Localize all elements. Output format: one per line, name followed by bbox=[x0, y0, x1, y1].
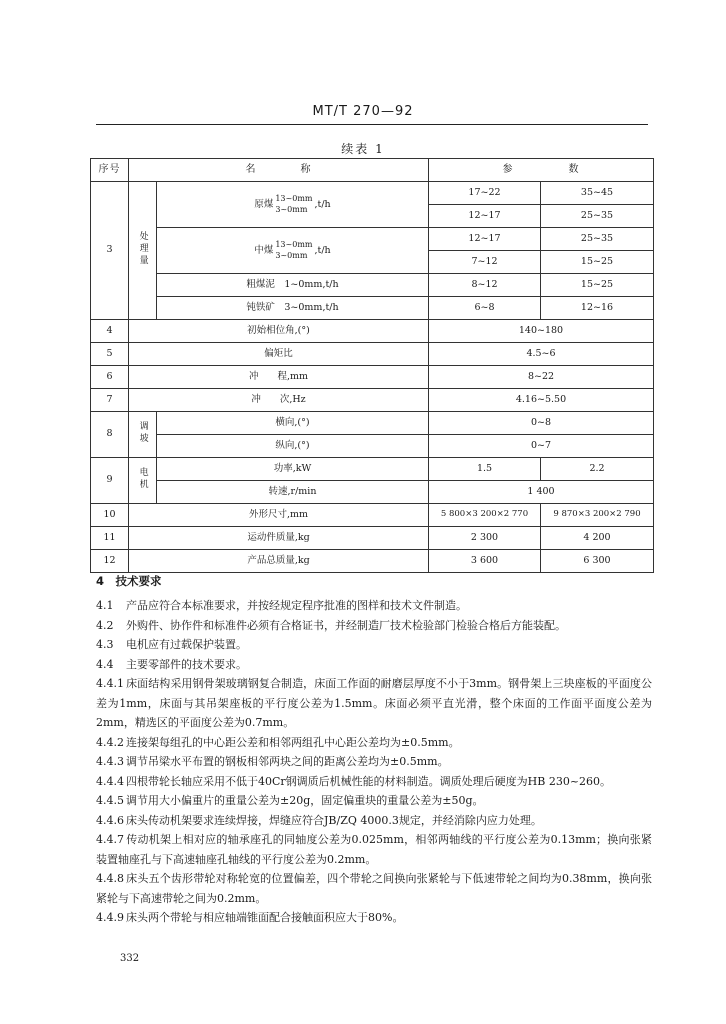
row-label: 运动件质量,kg bbox=[129, 527, 429, 550]
spec-table bbox=[90, 158, 654, 573]
body-text bbox=[96, 596, 652, 928]
table-row bbox=[91, 228, 654, 251]
row-label: 冲 次,Hz bbox=[129, 389, 429, 412]
table-cell: 2 300 bbox=[429, 527, 541, 550]
table-cell: 1 400 bbox=[429, 481, 654, 504]
row-label: 偏矩比 bbox=[129, 343, 429, 366]
row-label: 功率,kW bbox=[157, 458, 429, 481]
row-index: 12 bbox=[91, 550, 129, 573]
header-rule bbox=[96, 124, 648, 125]
table-cell: 1.5 bbox=[429, 458, 541, 481]
table-row bbox=[91, 527, 654, 550]
row-index: 9 bbox=[91, 458, 129, 504]
table-cell: 15~25 bbox=[541, 274, 654, 297]
row-index: 5 bbox=[91, 343, 129, 366]
table-row bbox=[91, 389, 654, 412]
table-cell: 25~35 bbox=[541, 228, 654, 251]
table-cell: 35~45 bbox=[541, 182, 654, 205]
row-index: 3 bbox=[91, 182, 129, 320]
row-label: 产品总质量,kg bbox=[129, 550, 429, 573]
document-header: MT/T 270—92 bbox=[312, 104, 414, 119]
table-row bbox=[91, 435, 654, 458]
table-cell: 6 300 bbox=[541, 550, 654, 573]
table-row bbox=[91, 412, 654, 435]
row-label: 初始相位角,(°) bbox=[129, 320, 429, 343]
col-header-params: 参 数 bbox=[429, 159, 654, 182]
table-cell: 12~17 bbox=[429, 205, 541, 228]
group-label-adjust: 调坡 bbox=[129, 412, 157, 458]
col-header-name: 名 称 bbox=[129, 159, 429, 182]
table-cell: 7~12 bbox=[429, 251, 541, 274]
paragraph: 4.4.2 连接架每组孔的中心距公差和相邻两组孔中心距公差均为±0.5mm。 bbox=[96, 735, 460, 749]
group-label-motor: 电机 bbox=[129, 458, 157, 504]
row-index: 11 bbox=[91, 527, 129, 550]
raw-coal-label: 原煤13~0mm 3~0mm ,t/h bbox=[157, 182, 429, 228]
table-header-row bbox=[91, 159, 654, 182]
row-index: 7 bbox=[91, 389, 129, 412]
paragraph: 4.4.9 床头两个带轮与相应轴端锥面配合接触面积应大于80%。 bbox=[96, 911, 404, 924]
row-index: 4 bbox=[91, 320, 129, 343]
table-row bbox=[91, 504, 654, 527]
iron-ore-label: 钝铁矿 3~0mm,t/h bbox=[157, 297, 429, 320]
row-label: 外形尺寸,mm bbox=[129, 504, 429, 527]
paragraph: 4.2 外购件、协作件和标准件必须有合格证书，并经制造厂技术检验部门检验合格后方能装配。 bbox=[96, 618, 566, 632]
table-cell: 4 200 bbox=[541, 527, 654, 550]
paragraph: 4.3 电机应有过载保护装置。 bbox=[96, 638, 247, 651]
row-index: 8 bbox=[91, 412, 129, 458]
table-cell: 12~17 bbox=[429, 228, 541, 251]
table-cell: 6~8 bbox=[429, 297, 541, 320]
paragraph: 4.4.8 床头五个齿形带轮对称轮宽的位置偏差，四个带轮之间换向张紧轮与下低速带轮之间均为0.38mm，换向张紧轮与下高速带轮之间为0.2mm。 bbox=[96, 872, 652, 905]
mid-coal-label: 中煤13~0mm 3~0mm ,t/h bbox=[157, 228, 429, 274]
table-cell: 4.5~6 bbox=[429, 343, 654, 366]
table-cell: 4.16~5.50 bbox=[429, 389, 654, 412]
table-cell: 140~180 bbox=[429, 320, 654, 343]
table-cell: 25~35 bbox=[541, 205, 654, 228]
table-row bbox=[91, 182, 654, 205]
table-cell: 0~8 bbox=[429, 412, 654, 435]
row-label: 纵向,(°) bbox=[157, 435, 429, 458]
paragraph: 4.4.5 调节用大小偏重片的重量公差为±20g，固定偏重块的重量公差为±50g。 bbox=[96, 794, 484, 807]
table-cell: 12~16 bbox=[541, 297, 654, 320]
table-row bbox=[91, 550, 654, 573]
paragraph: 4.4 主要零部件的技术要求。 bbox=[96, 657, 247, 671]
paragraph: 4.4.6 床头传动机架要求连续焊接，焊缝应符合JB/ZQ 4000.3规定，并经消除内应力处理。 bbox=[96, 813, 542, 827]
table-row bbox=[91, 343, 654, 366]
table-row bbox=[91, 297, 654, 320]
table-cell: 5 800×3 200×2 770 bbox=[429, 504, 541, 527]
table-cell: 2.2 bbox=[541, 458, 654, 481]
table-cell: 15~25 bbox=[541, 251, 654, 274]
table-cell: 8~12 bbox=[429, 274, 541, 297]
table-cell: 17~22 bbox=[429, 182, 541, 205]
row-index: 10 bbox=[91, 504, 129, 527]
table-cell: 8~22 bbox=[429, 366, 654, 389]
paragraph: 4.1 产品应符合本标准要求，并按经规定程序批准的图样和技术文件制造。 bbox=[96, 599, 467, 612]
section-heading: 4 技术要求 bbox=[96, 574, 162, 588]
table-row bbox=[91, 274, 654, 297]
table-cell: 0~7 bbox=[429, 435, 654, 458]
row-label: 转速,r/min bbox=[157, 481, 429, 504]
col-header-index: 序号 bbox=[91, 159, 129, 182]
page-number: 332 bbox=[120, 953, 140, 964]
table-row bbox=[91, 481, 654, 504]
row-label: 横向,(°) bbox=[157, 412, 429, 435]
row-index: 6 bbox=[91, 366, 129, 389]
paragraph: 4.4.4 四根带轮长轴应采用不低于40Cr钢调质后机械性能的材料制造。调质处理后硬度为HB 230~260。 bbox=[96, 774, 612, 788]
paragraph: 4.4.1 床面结构采用钢骨架玻璃钢复合制造，床面工作面的耐磨层厚度不小于3mm。钢骨架上三块座板的平面度公差为1mm，床面与其吊架座板的平行度公差为1.5mm。床面必须平直光滑，整个床面的工作面平面度公差为2mm，精选区的平面度公差为0.7mm。 bbox=[96, 677, 652, 729]
table-cell: 9 870×3 200×2 790 bbox=[541, 504, 654, 527]
table-row bbox=[91, 320, 654, 343]
paragraph: 4.4.3 调节吊梁水平布置的钢板相邻两块之间的距离公差均为±0.5mm。 bbox=[96, 755, 449, 768]
group-label-throughput: 处理量 bbox=[129, 182, 157, 320]
table-cell: 3 600 bbox=[429, 550, 541, 573]
table-row bbox=[91, 366, 654, 389]
table-caption: 续表 1 bbox=[341, 142, 385, 156]
table-row bbox=[91, 458, 654, 481]
row-label: 冲 程,mm bbox=[129, 366, 429, 389]
coarse-slime-label: 粗煤泥 1~0mm,t/h bbox=[157, 274, 429, 297]
paragraph: 4.4.7 传动机架上相对应的轴承座孔的同轴度公差为0.025mm，相邻两轴线的平行度公差为0.13mm；换向张紧装置轴座孔与下高速轴座孔轴线的平行度公差为0.2mm。 bbox=[96, 833, 652, 866]
